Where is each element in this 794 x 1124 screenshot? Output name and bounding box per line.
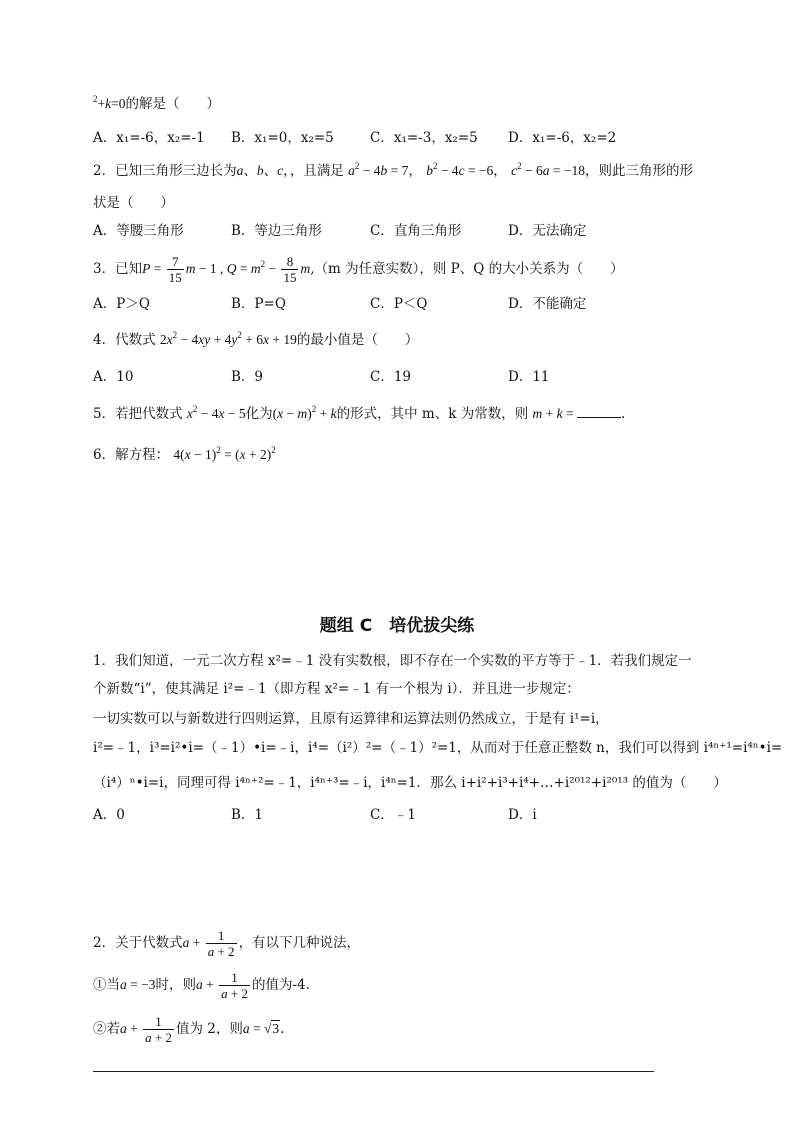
c-question-1-line3: 一切实数可以与新数进行四则运算，且原有运算律和运算法则仍然成立，于是有 i¹=i，: [93, 711, 609, 727]
answer-blank[interactable]: [577, 405, 621, 418]
question-2-line2: 状是（ ）: [93, 195, 174, 211]
q1-option-d: D．x₁=-6，x₂=2: [508, 130, 617, 146]
question-3: 3．已知P = $\frac{7}{15}$ m − 1 , $Q = m^2$ − $\frac{8}{15}$ m,（m 为任意实数），则 P、Q 的大小关系为（ ）: [93, 254, 624, 285]
c-question-1-line2: 个新数“i”，使其满足 i²=﹣1（即方程 x²=﹣1 有一个根为 i）．并且进一步规定：: [93, 681, 580, 697]
q1-option-c: C．x₁=-3，x₂=5: [370, 130, 478, 146]
q4-option-b: B．9: [231, 369, 264, 385]
q4-option-d: D．11: [508, 369, 550, 385]
c-question-1-line1: 1．我们知道，一元二次方程 x²=﹣1 没有实数根，即不存在一个实数的平方等于﹣1．若我们规定一: [93, 653, 692, 669]
c-question-2-statement-1: ①当a = −3时，则a + $\frac{1}{a + 2}$ 的值为-4.: [93, 970, 310, 1001]
c-question-2: 2．关于代数式a + $\frac{1}{a + 2}$ ，有以下几种说法，: [93, 928, 361, 959]
c-question-2-statement-2: ②若a + $\frac{1}{a + 2}$ 值为 2，则a = √3.: [93, 1014, 285, 1045]
q4-option-c: C．19: [370, 369, 412, 385]
q2-option-b: B．等边三角形: [231, 223, 322, 239]
q2-option-a: A．等腰三角形: [93, 223, 184, 239]
q4-option-a: A．10: [93, 369, 134, 385]
c-question-1-line5: （i⁴）ⁿ•i=i，同理可得 i⁴ⁿ⁺²=﹣1，i⁴ⁿ⁺³=﹣i，i⁴ⁿ=1．那么 i+i²+i³+i⁴+…+i²⁰¹²+i²⁰¹³ 的值为（ ）: [93, 775, 727, 791]
c-question-1-line4: i²=﹣1，i³=i²•i=（﹣1）•i=﹣i，i⁴=（i²）²=（﹣1）²=1，从而对于任意正整数 n，我们可以得到 i⁴ⁿ⁺¹=i⁴ⁿ•i=: [93, 740, 783, 756]
section-heading: 题组 C 培优拔尖练: [319, 616, 475, 636]
q3-option-b: B．P=Q: [231, 296, 286, 312]
question-6: 6．解方程： $4(x - 1)^2 = (x + 2)^2$: [93, 445, 276, 463]
question-4: 4．代数式 $2x^2 - 4xy + 4y^2 + 6x + 19$的最小值是（ ）: [93, 330, 419, 348]
q2-option-d: D．无法确定: [508, 223, 587, 239]
question-5: 5．若把代数式 $x^2 - 4x - 5$化为$(x - m)^2 + k$的形式，其中 m、k 为常数，则 m + k = .: [93, 404, 626, 422]
footer-rule: [93, 1071, 654, 1072]
c-q1-option-a: A．0: [93, 807, 125, 823]
q3-option-a: A．P＞Q: [93, 296, 150, 312]
c-q1-option-c: C．﹣1: [370, 807, 416, 823]
c-q1-option-b: B．1: [231, 807, 264, 823]
c-q1-option-d: D．i: [508, 807, 537, 823]
q3-option-c: C．P＜Q: [370, 296, 428, 312]
q1-option-b: B．x₁=0，x₂=5: [231, 130, 334, 146]
question-2: 2．已知三角形三边长为a、b、c，，且满足 $a^2 - 4b = 7$， $b^2 - 4c = -6$， $c^2 - 6a = -18$，则此三角形的形: [93, 161, 693, 179]
q3-option-d: D．不能确定: [508, 296, 587, 312]
question-1-tail: $^2$+k=0的解是（ ）: [93, 94, 220, 112]
q2-option-c: C．直角三角形: [370, 223, 462, 239]
q1-option-a: A．x₁=-6，x₂=-1: [93, 130, 205, 146]
